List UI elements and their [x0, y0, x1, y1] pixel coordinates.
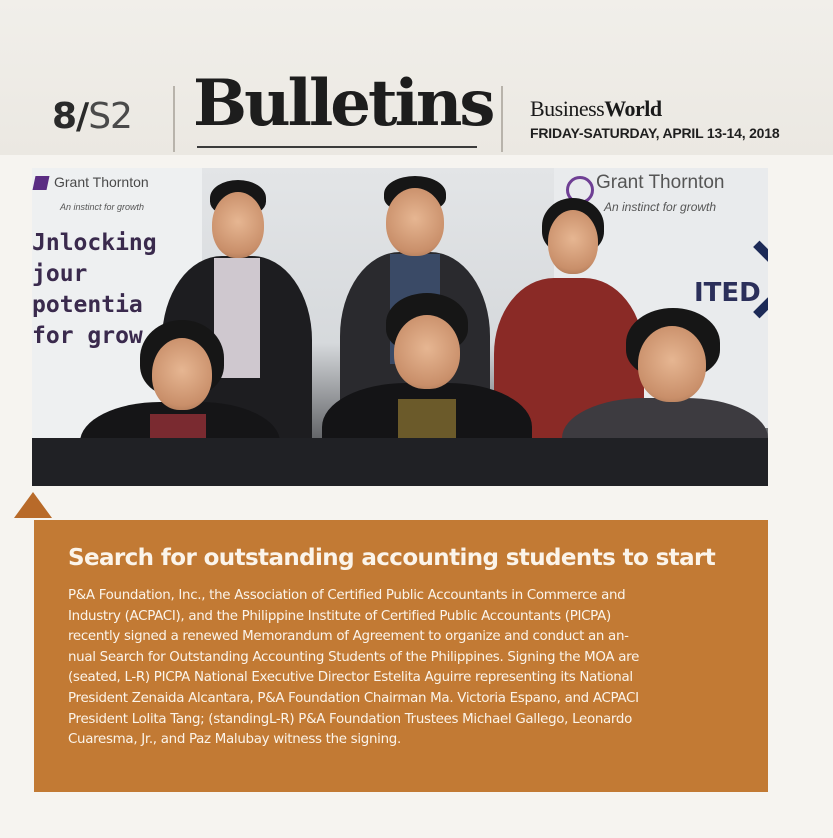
page-number — [52, 96, 132, 137]
brand-part2: World — [604, 96, 662, 121]
right-banner-fragment: ITED — [694, 278, 761, 308]
article-body — [68, 586, 768, 751]
caption-pointer-icon — [14, 492, 52, 518]
right-banner-logo: Grant Thornton — [596, 172, 725, 193]
body-line: Industry (ACPACI), and the Philippine Institute of Certified Public Accountants (PICPA) — [68, 608, 611, 624]
masthead — [0, 0, 833, 155]
section-code: S2 — [88, 96, 132, 137]
section-title: Bulletins — [193, 66, 493, 141]
page-number-value: 8/ — [52, 96, 89, 137]
body-line: (seated, L-R) PICPA National Executive Director Estelita Aguirre representing its National — [68, 670, 633, 686]
body-line: nual Search for Outstanding Accounting Students of the Philippines. Signing the MOA are — [68, 649, 640, 665]
body-line: P&A Foundation, Inc., the Association of Certified Public Accountants in Commerce and — [68, 588, 626, 603]
table-foreground — [32, 438, 768, 486]
divider-right — [501, 86, 503, 152]
publication-brand — [530, 96, 662, 122]
article-headline: Search for outstanding accounting students to start — [68, 545, 716, 571]
right-banner-tagline: An instinct for growth — [604, 200, 717, 214]
publication-date: FRIDAY-SATURDAY, APRIL 13-14, 2018 — [530, 125, 780, 141]
left-banner-logo: Grant Thornton — [54, 174, 149, 190]
grant-thornton-logo-icon — [33, 176, 50, 190]
slogan-line: for grow — [32, 323, 143, 349]
body-line: Cuaresma, Jr., and Paz Malubay witness the signing. — [68, 732, 401, 748]
brand-part1: Business — [530, 96, 605, 121]
section-title-underline — [197, 146, 477, 148]
divider-left — [173, 86, 175, 152]
left-banner-tagline: An instinct for growth — [60, 202, 145, 212]
slogan-line: potentia — [32, 292, 143, 318]
group-photo — [32, 168, 768, 486]
slogan-line: jour — [32, 261, 88, 287]
body-line: President Zenaida Alcantara, P&A Foundation Chairman Ma. Victoria Espano, and ACPACI — [68, 690, 639, 706]
body-line: recently signed a renewed Memorandum of Agreement to organize and conduct an an- — [68, 629, 629, 645]
body-line: President Lolita Tang; (standingL-R) P&A Foundation Trustees Michael Gallego, Leonardo — [68, 711, 632, 727]
slogan-line: Jnlocking — [32, 230, 157, 256]
